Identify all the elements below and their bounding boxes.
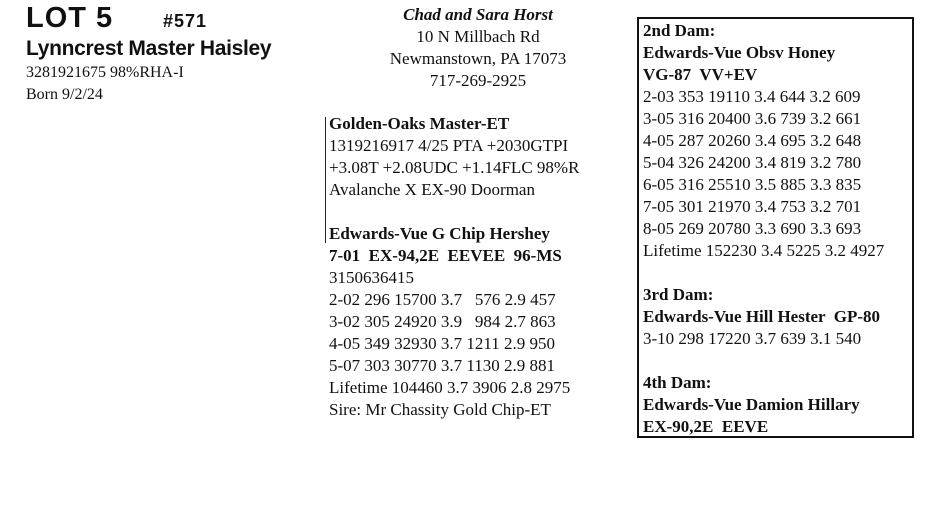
- birth-date: Born 9/2/24: [26, 86, 103, 103]
- second-dam-record: 5-04 326 24200 3.4 819 3.2 780: [643, 153, 862, 172]
- animal-name: Lynncrest Master Haisley: [26, 37, 272, 60]
- second-dam-record: 8-05 269 20780 3.3 690 3.3 693: [643, 219, 862, 238]
- second-dam-record: 3-05 316 20400 3.6 739 3.2 661: [643, 109, 862, 128]
- second-dam-record: 4-05 287 20260 3.4 695 3.2 648: [643, 131, 862, 150]
- dam-record: 4-05 349 32930 3.7 1211 2.9 950: [329, 334, 556, 353]
- second-dam-lifetime: Lifetime 152230 3.4 5225 3.2 4927: [643, 241, 885, 260]
- second-dam-record: 2-03 353 19110 3.4 644 3.2 609: [643, 87, 861, 106]
- dam-record: 5-07 303 30770 3.7 1130 2.9 881: [329, 356, 556, 375]
- fourth-dam-classification: EX-90,2E EEVE: [643, 417, 769, 436]
- sire-line: 1319216917 4/25 PTA +2030GTPI: [329, 136, 569, 155]
- dam-record: 2-02 296 15700 3.7 576 2.9 457: [329, 290, 556, 309]
- lot-label: LOT 5: [26, 2, 114, 34]
- lot-number: #571: [163, 11, 208, 31]
- consignor-city: Newmanstown, PA 17073: [389, 49, 567, 68]
- dam-lifetime: Lifetime 104460 3.7 3906 2.8 2975: [329, 378, 571, 397]
- second-dam-record: 7-05 301 21970 3.4 753 3.2 701: [643, 197, 862, 216]
- consignor-address: 10 N Millbach Rd: [416, 27, 540, 46]
- consignor-block: [378, 4, 578, 92]
- third-dam-heading: 3rd Dam:: [643, 285, 714, 304]
- dam-registration: 3150636415: [329, 268, 414, 287]
- dam-name: Edwards-Vue G Chip Hershey: [329, 224, 550, 243]
- maternal-pedigree-box: [637, 17, 914, 438]
- fourth-dam-name: Edwards-Vue Damion Hillary: [643, 395, 860, 414]
- consignor-name: Chad and Sara Horst: [403, 5, 553, 24]
- dam-sire: Sire: Mr Chassity Gold Chip-ET: [329, 400, 551, 419]
- sire-line: Avalanche X EX-90 Doorman: [329, 180, 535, 199]
- fourth-dam-heading: 4th Dam:: [643, 373, 712, 392]
- sire-bracket: [325, 117, 326, 243]
- second-dam-classification: VG-87 VV+EV: [643, 65, 758, 84]
- dam-record: 3-02 305 24920 3.9 984 2.7 863: [329, 312, 556, 331]
- third-dam-record: 3-10 298 17220 3.7 639 3.1 540: [643, 329, 862, 348]
- consignor-phone: 717-269-2925: [429, 71, 527, 90]
- registration-line: 3281921675 98%RHA-I: [26, 64, 184, 81]
- sire-name: Golden-Oaks Master-ET: [329, 114, 510, 133]
- sire-line: +3.08T +2.08UDC +1.14FLC 98%R: [329, 158, 580, 177]
- third-dam-name: Edwards-Vue Hill Hester GP-80: [643, 307, 881, 326]
- second-dam-heading: 2nd Dam:: [643, 21, 716, 40]
- dam-classification: 7-01 EX-94,2E EEVEE 96-MS: [329, 246, 562, 265]
- second-dam-name: Edwards-Vue Obsv Honey: [643, 43, 836, 62]
- second-dam-record: 6-05 316 25510 3.5 885 3.3 835: [643, 175, 862, 194]
